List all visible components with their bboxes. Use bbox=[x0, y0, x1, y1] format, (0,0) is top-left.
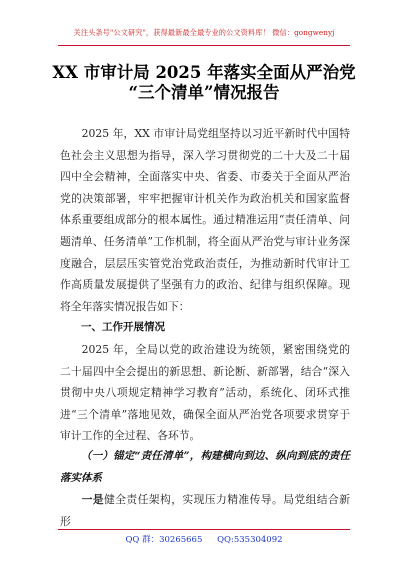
section-1-heading: 一、工作开展情况 bbox=[81, 321, 165, 333]
subsection-1-text bbox=[60, 489, 350, 532]
intro-text: 2025 年，XX 市审计局党组坚持以习近平新时代中国特色社会主义思想为指导，深入学习贯彻党的二十大及二十届四中全会精神，全面落实中央、省委、市委关于全面从严治党的决策部署，牢牢把握审计机关作为政治机关和国家监督体系重要组成部分的根本属性。通过精准运用“责任清单、问题清单、任务清单”工作机制，将全面从严治党与审计业务深度融合，层层压实管党治党政治责任，为推动新时代审计工作高质量发展提供了坚强有力的政治、纪律与组织保障。现将全年落实情况报告如下： bbox=[60, 127, 350, 313]
header-promo-note: 关注头条号"公文研究"，获得最新最全最专业的公文资料库！ 微信：gongwenyj bbox=[73, 28, 335, 37]
subsection-1-paragraph bbox=[60, 489, 350, 532]
section-1-text: 2025 年，全局以党的政治建设为统领，紧密围绕党的二十届四中全会提出的新思想、新论断、新部署，结合“深入贯彻中央八项规定精神学习教育”活动，系统化、闭环式推进“三个清单”落地见效，确保全面从严治党各项要求贯穿于审计工作的全过程、各环节。 bbox=[60, 343, 350, 443]
subsection-1-lead: 一是 bbox=[81, 493, 104, 506]
intro-paragraph bbox=[60, 123, 350, 317]
subsection-1-body: 健全责任架构，实现压力精准传导。局党组结合新形 bbox=[60, 493, 351, 528]
section-1-paragraph bbox=[60, 339, 350, 447]
footer-qq: QQ:535304092 bbox=[217, 535, 283, 545]
title-line-2: “三个清单”情况报告 bbox=[128, 83, 280, 102]
footer-contact bbox=[0, 533, 408, 545]
subsection-1-heading: （一）锚定“责任清单”，构建横向到边、纵向到底的责任落实体系 bbox=[60, 450, 350, 484]
header-divider bbox=[58, 45, 350, 46]
document-title bbox=[40, 63, 368, 103]
footer-divider bbox=[58, 529, 350, 530]
footer-qq-group: QQ 群：30265665 bbox=[125, 535, 203, 545]
title-line-1: XX 市审计局 2025 年落实全面从严治党 bbox=[52, 63, 356, 82]
